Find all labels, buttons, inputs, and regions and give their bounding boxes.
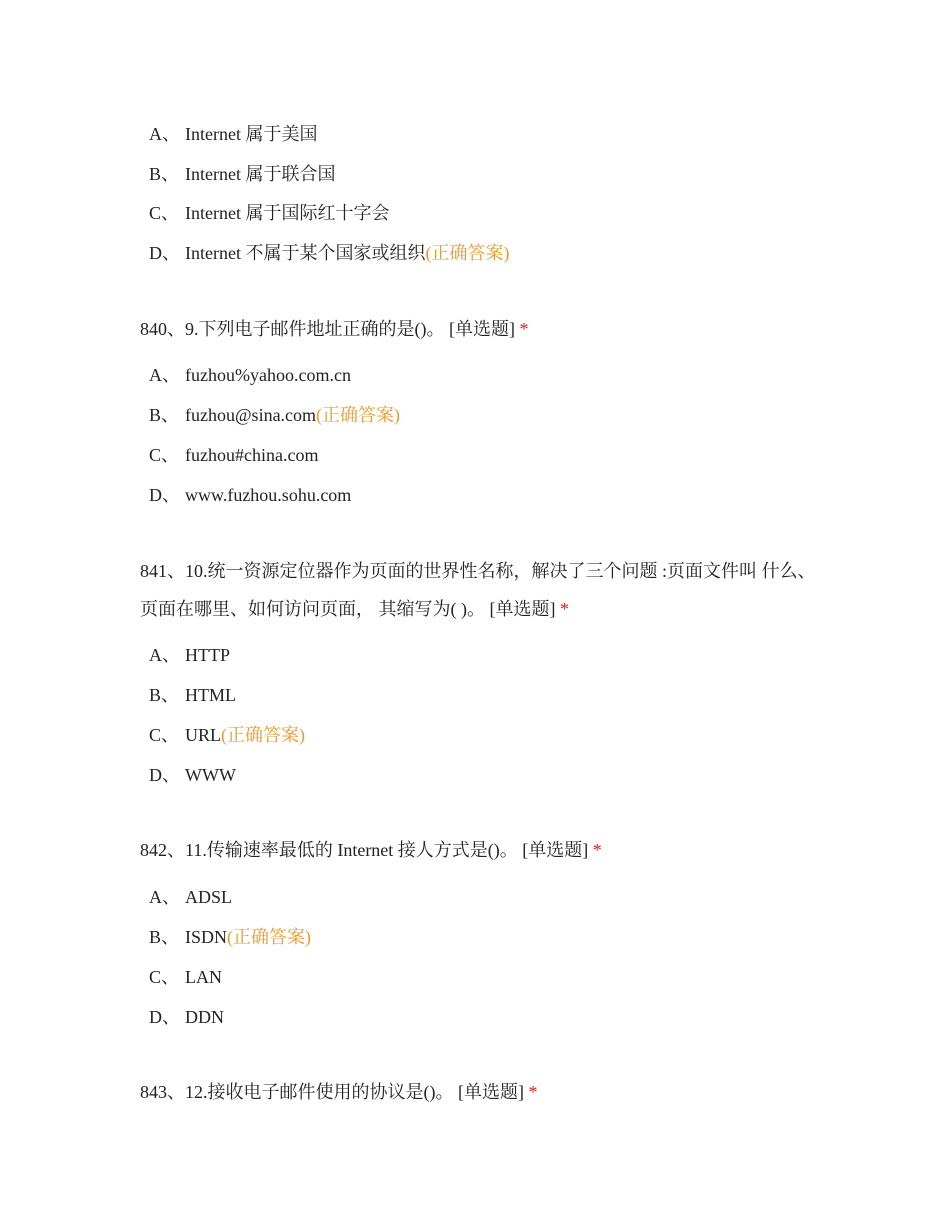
option-letter: A、 (149, 645, 180, 665)
q842-option-c (149, 965, 222, 989)
correct-answer-tag: (正确答案) (221, 725, 305, 745)
option-letter: C、 (149, 725, 180, 745)
question-840 (140, 310, 820, 348)
option-letter: B、 (149, 685, 180, 705)
option-text: Internet 属于美国 (185, 124, 318, 144)
question-842 (140, 831, 820, 869)
option-text: URL (185, 725, 221, 745)
option-letter: C、 (149, 445, 180, 465)
option-letter: A、 (149, 887, 180, 907)
correct-answer-tag: (正确答案) (316, 405, 401, 425)
required-mark: * (559, 599, 569, 619)
q840-option-c (149, 443, 318, 467)
option-letter: A、 (149, 124, 180, 144)
question-text: 842、11.传输速率最低的 Internet 接人方式是()。 [单选题] (140, 840, 589, 860)
option-text: HTML (185, 685, 236, 705)
option-letter: A、 (149, 365, 180, 385)
option-letter: D、 (149, 1007, 180, 1027)
q840-option-d (149, 483, 351, 507)
q841-option-c (149, 723, 305, 747)
prev-option-c (149, 201, 389, 225)
required-mark: * (592, 840, 602, 860)
option-letter: D、 (149, 765, 180, 785)
option-letter: D、 (149, 243, 180, 263)
option-text: ADSL (185, 887, 233, 907)
q842-option-d (149, 1005, 224, 1029)
q841-option-b (149, 683, 236, 707)
option-text: DDN (185, 1007, 224, 1027)
prev-option-b (149, 162, 335, 186)
correct-answer-tag: (正确答案) (425, 243, 510, 263)
question-text: 841、10.统一资源定位器作为页面的世界性名称，解决了三个问题 :页面文件叫 什么、页面在哪里、如何访问页面， 其缩写为( )。 [单选题] (140, 561, 816, 619)
q840-option-a (149, 363, 351, 387)
prev-option-a (149, 122, 317, 146)
option-letter: B、 (149, 405, 180, 425)
option-text: fuzhou@sina.com (185, 405, 317, 425)
option-letter: D、 (149, 485, 180, 505)
option-letter: B、 (149, 164, 180, 184)
option-text: ISDN (185, 927, 228, 947)
question-841 (140, 552, 820, 628)
option-text: LAN (185, 967, 222, 987)
option-text: fuzhou%yahoo.com.cn (185, 365, 351, 385)
option-text: Internet 属于联合国 (185, 164, 336, 184)
required-mark: * (528, 1082, 538, 1102)
option-text: Internet 属于国际红十字会 (185, 203, 390, 223)
option-text: HTTP (185, 645, 230, 665)
option-letter: C、 (149, 203, 180, 223)
required-mark: * (519, 319, 529, 339)
question-843 (140, 1073, 820, 1111)
option-text: WWW (185, 765, 236, 785)
option-text: www.fuzhou.sohu.com (185, 485, 352, 505)
option-letter: B、 (149, 927, 180, 947)
option-text: fuzhou#china.com (185, 445, 319, 465)
prev-option-d (149, 241, 509, 265)
option-text: Internet 不属于某个国家或组织 (185, 243, 426, 263)
q842-option-a (149, 885, 232, 909)
question-text: 840、9.下列电子邮件地址正确的是()。 [单选题] (140, 319, 515, 339)
q841-option-a (149, 643, 230, 667)
question-text: 843、12.接收电子邮件使用的协议是()。 [单选题] (140, 1082, 524, 1102)
q840-option-b (149, 403, 400, 427)
option-letter: C、 (149, 967, 180, 987)
q841-option-d (149, 763, 236, 787)
q842-option-b (149, 925, 311, 949)
correct-answer-tag: (正确答案) (227, 927, 312, 947)
